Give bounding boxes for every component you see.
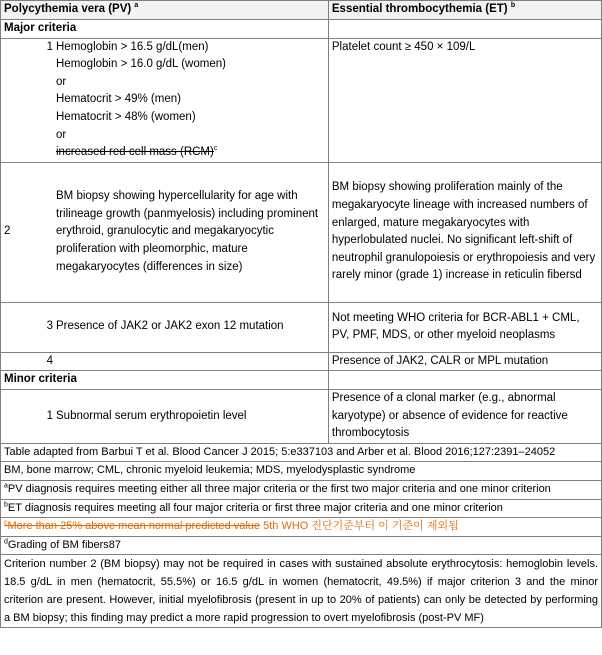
minor-1-pv-text: Subnormal serum erythropoietin level bbox=[56, 409, 247, 422]
explanatory-paragraph: Criterion number 2 (BM biopsy) may not be required in cases with sustained absolute erythrocytosis: hemoglobin levels. 18.5 g/dL in men (hematocrit, 55.5%) or 16.5 g/dL in women (hematocrit, 49.5%) if major criterion 3 and the minor criterion are present. However, initial myelofibrosis (present in up to 20% of patients) can only be detected by performing a BM biopsy; this finding may predict a more rapid progression to overt myelofibrosis (post-PV MF) bbox=[1, 555, 602, 628]
footnote-c-mark: c bbox=[4, 519, 8, 527]
major-row-3 bbox=[1, 302, 602, 352]
footnote-abbrev-row bbox=[1, 462, 602, 481]
footnote-source: Table adapted from Barbui T et al. Blood Cancer J 2015; 5:e337103 and Arber et al. Blood 2016;127:2391–24052 bbox=[1, 443, 602, 462]
major-4-pv-text bbox=[56, 353, 325, 371]
footnote-d-row bbox=[1, 536, 602, 555]
section-minor-empty bbox=[328, 371, 601, 390]
major-2-pv bbox=[1, 162, 329, 302]
header-pv bbox=[1, 1, 329, 20]
major-1-num: 1 bbox=[46, 40, 53, 53]
major-row-2 bbox=[1, 162, 602, 302]
footnote-b-text: ET diagnosis requires meeting all four major criteria or first three major criteria and one minor criterion bbox=[7, 501, 503, 514]
section-major-title: Major criteria bbox=[1, 20, 329, 39]
explanatory-paragraph-row bbox=[1, 555, 602, 628]
minor-1-et: Presence of a clonal marker (e.g., abnormal karyotype) or absence of evidence for reactive thrombocytosis bbox=[328, 389, 601, 443]
footnote-b-row bbox=[1, 499, 602, 518]
section-major-row bbox=[1, 20, 602, 39]
major-2-et: BM biopsy showing proliferation mainly of the megakaryocyte lineage with increased numbers of enlarged, mature megakaryocytes with hyperlobulated nuclei. No significant left-shift of neutrophil granulopoiesis or erythropoiesis and very rarely minor (grade 1) increase in reticulin fibersd bbox=[328, 162, 601, 302]
section-minor-row bbox=[1, 371, 602, 390]
footnote-a-mark: a bbox=[4, 482, 8, 490]
major-1-pv-rcm-sup: c bbox=[213, 145, 218, 153]
major-1-pv-line: Hemoglobin > 16.5 g/dL(men) bbox=[56, 40, 209, 53]
header-et-sup: b bbox=[510, 2, 516, 10]
footnote-a-text: PV diagnosis requires meeting either all three major criteria or the first two major criteria and one minor criterion bbox=[7, 482, 551, 495]
major-2-pv-text: BM biopsy showing hypercellularity for age with trilineage growth (panmyelosis) including prominent erythroid, granulocytic and megakaryocytic proliferation with pleomorphic, mature megakaryocytes (differences in size) bbox=[56, 190, 319, 273]
major-3-num: 3 bbox=[46, 320, 53, 333]
section-minor-title: Minor criteria bbox=[1, 371, 329, 390]
major-1-pv-line: or bbox=[56, 75, 67, 88]
major-row-1 bbox=[1, 38, 602, 162]
footnote-abbrev: BM, bone marrow; CML, chronic myeloid leukemia; MDS, myelodysplastic syndrome bbox=[1, 462, 602, 481]
minor-1-num: 1 bbox=[46, 409, 53, 422]
major-1-et: Platelet count ≥ 450 × 109/L bbox=[328, 38, 601, 162]
minor-1-pv bbox=[1, 389, 329, 443]
major-1-pv bbox=[1, 38, 329, 162]
major-4-num: 4 bbox=[46, 354, 53, 367]
footnote-source-row bbox=[1, 443, 602, 462]
footnote-c-text: More than 25% above mean normal predicted value bbox=[7, 520, 261, 533]
major-1-pv-line: Hematocrit > 49% (men) bbox=[56, 93, 181, 106]
header-et-label: Essential thrombocythemia (ET) bbox=[331, 3, 508, 15]
major-1-pv-line: Hemoglobin > 16.0 g/dL (women) bbox=[56, 58, 226, 71]
table-header-row bbox=[1, 1, 602, 20]
major-1-pv-line: or bbox=[56, 128, 67, 141]
major-3-et: Not meeting WHO criteria for BCR-ABL1 + CML, PV, PMF, MDS, or other myeloid neoplasms bbox=[328, 302, 601, 352]
footnote-c-note: 5th WHO 진단기준부터 이 기준이 제외됨 bbox=[260, 520, 459, 533]
footnote-b-mark: b bbox=[4, 500, 8, 508]
minor-row-1 bbox=[1, 389, 602, 443]
major-4-pv bbox=[1, 352, 329, 371]
major-3-pv bbox=[1, 302, 329, 352]
header-pv-sup: a bbox=[134, 2, 139, 10]
footnote-d-text: Grading of BM fibers87 bbox=[7, 538, 122, 551]
major-3-pv-text: Presence of JAK2 or JAK2 exon 12 mutation bbox=[56, 320, 284, 333]
header-pv-label: Polycythemia vera (PV) bbox=[4, 3, 132, 15]
header-et bbox=[328, 1, 601, 20]
major-1-pv-line: Hematocrit > 48% (women) bbox=[56, 110, 196, 123]
major-2-num: 2 bbox=[4, 225, 11, 238]
major-row-4 bbox=[1, 352, 602, 371]
major-1-pv-rcm: increased red cell mass (RCM) bbox=[56, 146, 214, 159]
footnote-a-row bbox=[1, 480, 602, 499]
section-major-empty bbox=[328, 20, 601, 39]
footnote-d-mark: d bbox=[4, 538, 8, 546]
footnote-c-row bbox=[1, 518, 602, 537]
major-4-et: Presence of JAK2, CALR or MPL mutation bbox=[328, 352, 601, 371]
